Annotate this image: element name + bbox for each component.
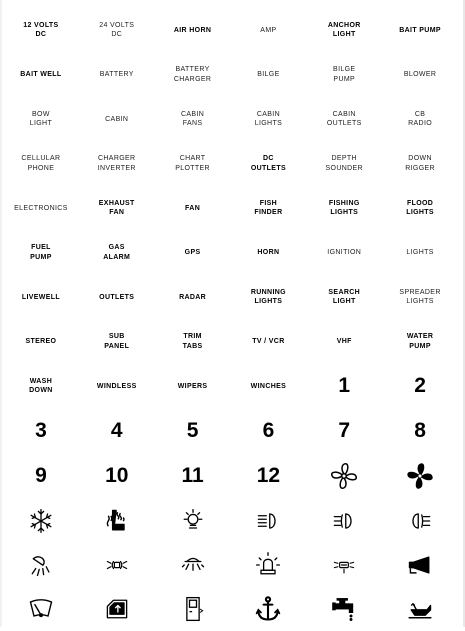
number-1: 1 (338, 374, 351, 398)
label-cabin-fans: CABIN FANS (181, 110, 205, 128)
label-exhaust-fan: EXHAUST FAN (98, 199, 135, 217)
label-cell (155, 8, 231, 53)
label-battery: BATTERY (99, 71, 134, 78)
label-gas-alarm: GAS ALARM (103, 244, 131, 261)
label-cell (306, 231, 382, 276)
label-cell (382, 231, 458, 276)
label-battery-charger: BATTERY CHARGER (173, 66, 212, 83)
label-cell (155, 53, 231, 98)
label-cell (306, 186, 382, 231)
label-cb-radio: CB RADIO (408, 110, 433, 128)
headlight-icon (231, 499, 307, 543)
dome-light-icon (155, 499, 231, 543)
label-cell (79, 142, 155, 187)
label-bait-pump: BAIT PUMP (399, 26, 441, 34)
label-anchor-light: ANCHOR LIGHT (327, 21, 361, 39)
spot-light-icon (3, 543, 79, 587)
label-windless: WINDLESS (96, 382, 137, 390)
number-cell (382, 364, 458, 409)
label-running-lights: RUNNING LIGHTS (250, 288, 286, 306)
label-ignition: IGNITION (327, 249, 362, 256)
number-2: 2 (414, 374, 426, 398)
number-cell (231, 454, 307, 499)
label-amp: AMP (260, 26, 277, 34)
icon-grid (3, 499, 458, 631)
scan-edge-left (0, 0, 2, 627)
fog-light-right-icon (382, 499, 458, 543)
label-outlets: OUTLETS (99, 293, 135, 301)
number-cell (382, 409, 458, 454)
door-icon (155, 587, 231, 631)
number-cell (3, 409, 79, 454)
label-water-pump: WATER PUMP (406, 333, 434, 350)
label-cell (3, 364, 79, 409)
number-3: 3 (35, 419, 47, 442)
label-cell (3, 53, 79, 98)
number-grid (3, 409, 458, 499)
label-cell (3, 186, 79, 231)
label-cell (306, 53, 382, 98)
label-cell (79, 275, 155, 320)
label-tv-vcr: TV / VCR (252, 338, 285, 345)
label-cell (231, 53, 307, 98)
label-cell (306, 320, 382, 365)
number-8: 8 (414, 419, 426, 442)
label-dc-outlets: DC OUTLETS (250, 155, 286, 172)
label-cell (306, 8, 382, 53)
label-gps: GPS (184, 249, 201, 256)
label-cellular-phone: CELLULAR PHONE (21, 155, 61, 172)
label-wash-down: WASH DOWN (29, 377, 53, 395)
number-cell (231, 409, 307, 454)
power-window-icon (79, 587, 155, 631)
number-5: 5 (186, 419, 199, 442)
label-cell (382, 53, 458, 98)
label-cell (382, 8, 458, 53)
label-stereo: STEREO (25, 338, 57, 345)
label-blower: BLOWER (403, 71, 437, 78)
seat-heater-icon (79, 499, 155, 543)
beacon-light-icon (231, 543, 307, 587)
label-cell (382, 97, 458, 142)
label-chart-plotter: CHART PLOTTER (175, 155, 210, 172)
number-6: 6 (262, 419, 275, 442)
label-cell (155, 97, 231, 142)
fan-outline-icon (306, 454, 382, 499)
anchor-icon (231, 587, 307, 631)
text-label-grid (3, 8, 458, 409)
label-flood-lights: FLOOD LIGHTS (406, 199, 434, 217)
label-lights: LIGHTS (406, 249, 434, 256)
label-down-rigger: DOWN RIGGER (405, 155, 435, 172)
label-cell (79, 53, 155, 98)
label-12-volts-dc: 12 VOLTS DC (23, 21, 59, 39)
label-cell (382, 275, 458, 320)
label-electronics: ELECTRONICS (14, 204, 68, 212)
fan-filled-icon (382, 454, 458, 499)
label-cell (306, 97, 382, 142)
faucet-icon (306, 587, 382, 631)
number-4: 4 (110, 419, 123, 442)
label-cell (155, 186, 231, 231)
label-cell (79, 186, 155, 231)
label-cell (306, 142, 382, 187)
courtesy-light-icon (306, 543, 382, 587)
number-11: 11 (181, 464, 204, 487)
label-cell (382, 320, 458, 365)
label-cell (3, 142, 79, 187)
label-sub-panel: SUB PANEL (104, 333, 130, 350)
label-cell (306, 275, 382, 320)
label-depth-sounder: DEPTH SOUNDER (325, 155, 363, 172)
label-radar: RADAR (179, 293, 207, 301)
label-cell (79, 231, 155, 276)
label-bait-well: BAIT WELL (20, 71, 62, 78)
number-cell (79, 454, 155, 499)
label-cell (79, 364, 155, 409)
label-search-light: SEARCH LIGHT (328, 288, 361, 306)
label-cabin-lights: CABIN LIGHTS (254, 110, 283, 128)
label-spreader-lights: SPREADER LIGHTS (399, 288, 441, 306)
number-cell (155, 409, 231, 454)
label-trim-tabs: TRIM TABS (182, 333, 203, 350)
label-bow-light: BOW LIGHT (29, 110, 53, 128)
horn-icon (382, 543, 458, 587)
label-charger-inverter: CHARGER INVERTER (97, 155, 136, 172)
label-cell (155, 231, 231, 276)
number-cell (306, 364, 382, 409)
label-cell (3, 8, 79, 53)
number-cell (306, 409, 382, 454)
label-cell (155, 320, 231, 365)
side-markers-icon (79, 543, 155, 587)
label-wipers: WIPERS (177, 382, 208, 390)
number-cell (79, 409, 155, 454)
label-cell (231, 275, 307, 320)
label-cell (231, 364, 307, 409)
number-10: 10 (105, 464, 129, 487)
label-cell (155, 364, 231, 409)
label-cell (231, 97, 307, 142)
label-cell (231, 231, 307, 276)
label-horn: HORN (257, 249, 280, 256)
label-cabin-outlets: CABIN OUTLETS (326, 110, 362, 128)
label-24-volts-dc: 24 VOLTS DC (99, 21, 135, 39)
label-cell (79, 320, 155, 365)
label-vhf: VHF (336, 338, 352, 345)
windshield-wiper-icon (3, 587, 79, 631)
label-fish-finder: FISH FINDER (254, 199, 283, 217)
label-cell (3, 231, 79, 276)
label-cell (231, 8, 307, 53)
number-9: 9 (35, 464, 47, 487)
label-fan: FAN (185, 204, 201, 212)
number-cell (155, 454, 231, 499)
label-winches: WINCHES (250, 382, 287, 390)
number-12: 12 (256, 464, 281, 487)
label-cell (3, 320, 79, 365)
label-cell (231, 142, 307, 187)
label-cell (231, 320, 307, 365)
label-cell (79, 8, 155, 53)
label-cell (382, 186, 458, 231)
label-livewell: LIVEWELL (21, 293, 60, 301)
label-cell (155, 142, 231, 187)
label-cell (155, 275, 231, 320)
defrost-snowflake-icon (3, 499, 79, 543)
interior-light-icon (155, 543, 231, 587)
label-bilge-pump: BILGE PUMP (333, 66, 356, 83)
label-fuel-pump: FUEL PUMP (30, 244, 52, 261)
number-7: 7 (338, 419, 351, 442)
label-cell (3, 275, 79, 320)
label-cell (79, 97, 155, 142)
label-air-horn: AIR HORN (173, 26, 212, 34)
number-cell (3, 454, 79, 499)
fog-light-icon (306, 499, 382, 543)
trailer-boat-icon (382, 587, 458, 631)
label-fishing-lights: FISHING LIGHTS (328, 199, 360, 217)
label-bilge: BILGE (257, 71, 280, 78)
label-cell (382, 142, 458, 187)
label-cell (231, 186, 307, 231)
label-cell (3, 97, 79, 142)
label-sheet (3, 8, 458, 626)
label-cabin: CABIN (105, 115, 129, 123)
